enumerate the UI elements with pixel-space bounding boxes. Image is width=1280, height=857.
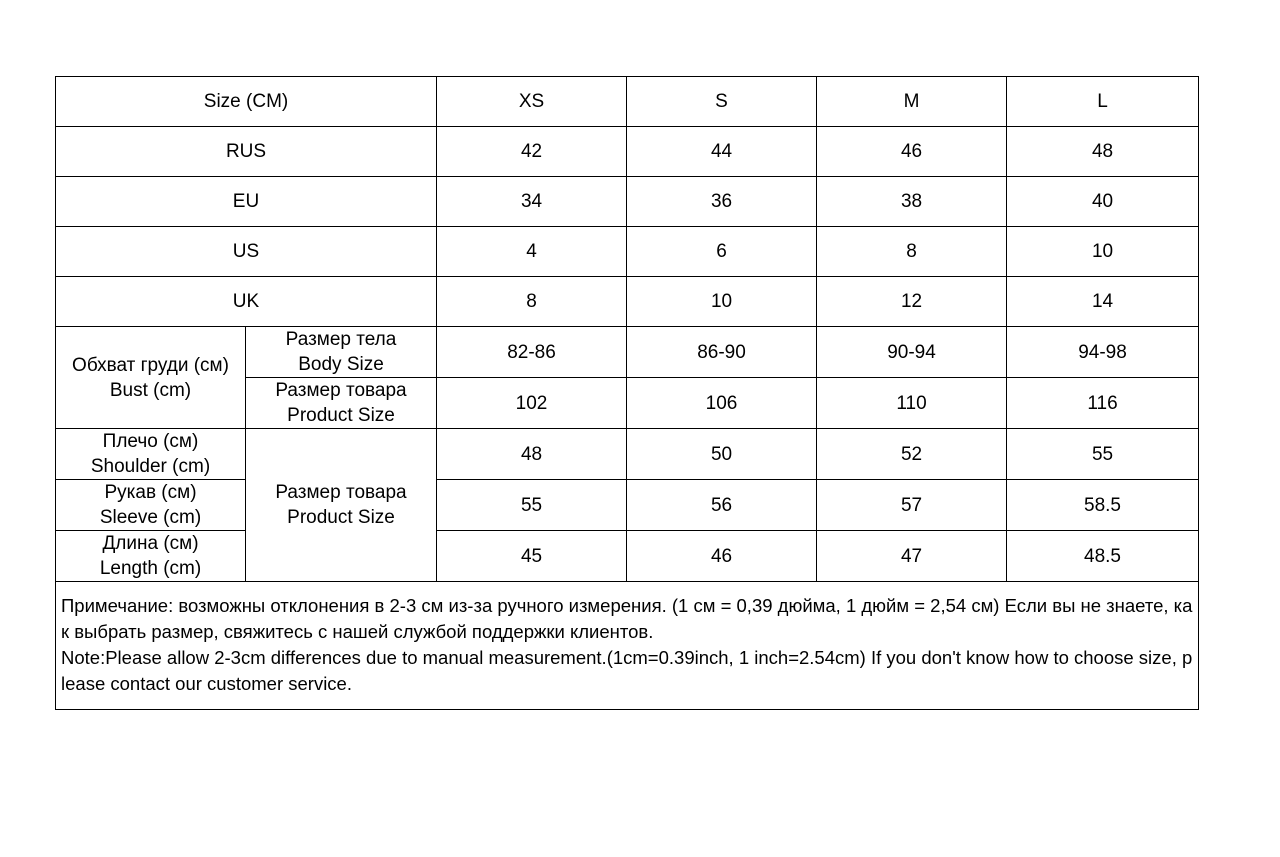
note-row [56, 582, 1199, 710]
table-cell: 34 [437, 177, 627, 227]
table-cell: 14 [1007, 277, 1199, 327]
table-cell: 86-90 [627, 327, 817, 378]
size-header-l: L [1007, 77, 1199, 127]
body-size-label [246, 327, 437, 378]
table-cell: 50 [627, 429, 817, 480]
table-row-sleeve [56, 480, 1199, 531]
table-cell: 52 [817, 429, 1007, 480]
product-size-group-label [246, 429, 437, 582]
table-cell: 57 [817, 480, 1007, 531]
table-cell: 36 [627, 177, 817, 227]
table-cell: 55 [437, 480, 627, 531]
table-cell: 45 [437, 531, 627, 582]
table-row-length [56, 531, 1199, 582]
product-size-label-en: Product Size [287, 405, 395, 426]
row-label: US [56, 227, 437, 277]
table-row-us [56, 227, 1199, 277]
bust-label [56, 327, 246, 429]
sleeve-label-en: Sleeve (cm) [99, 507, 202, 528]
table-cell: 48 [437, 429, 627, 480]
table-cell: 46 [627, 531, 817, 582]
length-label-en: Length (cm) [99, 558, 202, 579]
table-cell: 106 [627, 378, 817, 429]
size-chart-table [55, 76, 1199, 710]
row-label: UK [56, 277, 437, 327]
table-row-uk [56, 277, 1199, 327]
size-header-s: S [627, 77, 817, 127]
body-size-label-en: Body Size [298, 354, 384, 375]
table-cell: 110 [817, 378, 1007, 429]
shoulder-label [56, 429, 246, 480]
note-cell [56, 582, 1199, 710]
sleeve-label [56, 480, 246, 531]
table-row-shoulder [56, 429, 1199, 480]
table-cell: 46 [817, 127, 1007, 177]
table-cell: 8 [437, 277, 627, 327]
row-label: EU [56, 177, 437, 227]
product-size-label-ru: Размер товара [275, 380, 407, 401]
sleeve-label-ru: Рукав (см) [104, 482, 197, 503]
table-cell: 10 [627, 277, 817, 327]
length-label [56, 531, 246, 582]
table-cell: 48.5 [1007, 531, 1199, 582]
table-row-bust-body [56, 327, 1199, 378]
shoulder-label-ru: Плечо (см) [102, 431, 199, 452]
table-cell: 12 [817, 277, 1007, 327]
table-cell: 55 [1007, 429, 1199, 480]
table-cell: 56 [627, 480, 817, 531]
bust-label-en: Bust (cm) [109, 379, 192, 401]
size-header-xs: XS [437, 77, 627, 127]
table-cell: 58.5 [1007, 480, 1199, 531]
bust-label-ru: Обхват груди (см) [72, 354, 229, 376]
table-cell: 4 [437, 227, 627, 277]
note-text-en: Note:Please allow 2-3cm differences due to manual measurement.(1cm=0.39inch, 1 inch=2.54cm) If you don't know how to choose size, please contact our customer service. [61, 647, 1193, 694]
product-size-label [246, 378, 437, 429]
length-label-ru: Длина (см) [102, 533, 199, 554]
row-label: RUS [56, 127, 437, 177]
table-cell: 42 [437, 127, 627, 177]
table-cell: 44 [627, 127, 817, 177]
table-cell: 8 [817, 227, 1007, 277]
size-header-m: M [817, 77, 1007, 127]
body-size-label-ru: Размер тела [285, 329, 397, 350]
table-cell: 90-94 [817, 327, 1007, 378]
table-cell: 94-98 [1007, 327, 1199, 378]
table-cell: 6 [627, 227, 817, 277]
table-cell: 116 [1007, 378, 1199, 429]
table-cell: 102 [437, 378, 627, 429]
table-cell: 82-86 [437, 327, 627, 378]
size-label-cell: Size (CM) [56, 77, 437, 127]
table-row-rus [56, 127, 1199, 177]
table-row-eu [56, 177, 1199, 227]
shoulder-label-en: Shoulder (cm) [90, 456, 211, 477]
table-cell: 48 [1007, 127, 1199, 177]
note-text-ru: Примечание: возможны отклонения в 2-3 см из-за ручного измерения. (1 см = 0,39 дюйма, 1 дюйм = 2,54 см) Если вы не знаете, как выбрать размер, свяжитесь с нашей службой поддержки клиентов. [61, 595, 1193, 642]
table-cell: 47 [817, 531, 1007, 582]
header-row [56, 77, 1199, 127]
table-cell: 40 [1007, 177, 1199, 227]
table-cell: 10 [1007, 227, 1199, 277]
product-size-group-label-en: Product Size [287, 507, 395, 528]
table-cell: 38 [817, 177, 1007, 227]
product-size-group-label-ru: Размер товара [275, 482, 407, 503]
